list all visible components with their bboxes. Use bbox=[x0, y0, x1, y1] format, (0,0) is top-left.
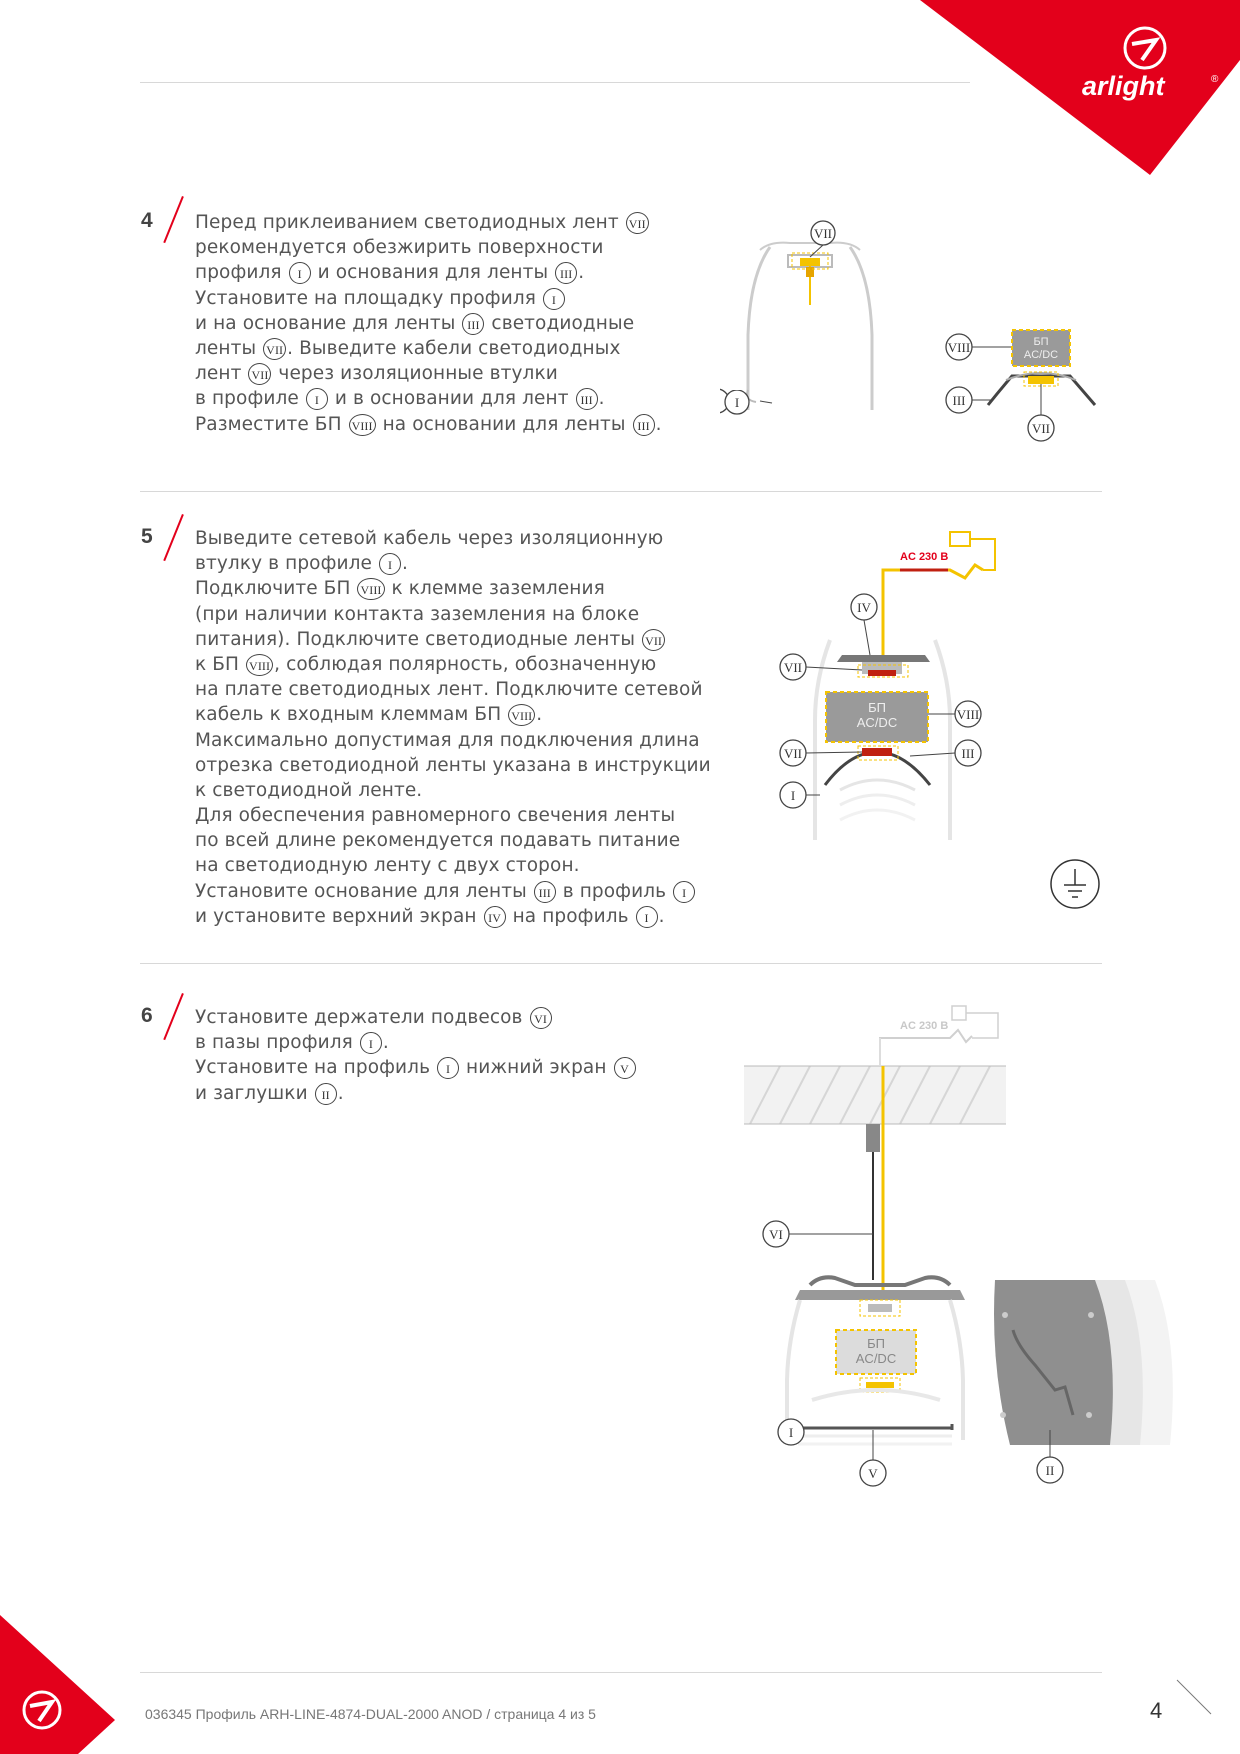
page-corner-line bbox=[1175, 1678, 1215, 1718]
instruction-line: в пазы профиля I . bbox=[195, 1032, 389, 1054]
part-reference-badge: I bbox=[437, 1057, 459, 1079]
brand-logo-text: arlight bbox=[1082, 71, 1165, 101]
footer-divider bbox=[140, 1672, 1102, 1673]
instruction-line: (при наличии контакта заземления на блоке bbox=[195, 603, 640, 625]
instruction-line: и на основание для ленты III светодиодные bbox=[195, 312, 635, 334]
svg-text:AC/DC: AC/DC bbox=[1023, 349, 1059, 361]
svg-text:AC/DC: AC/DC bbox=[855, 1351, 897, 1366]
svg-text:VIII: VIII bbox=[956, 707, 980, 722]
part-reference-badge: VI bbox=[530, 1007, 552, 1029]
instruction-line: Установите на площадку профиля I bbox=[195, 286, 662, 311]
figure-suspension-mount bbox=[740, 1000, 1010, 1500]
part-reference-badge: III bbox=[462, 313, 484, 335]
instruction-line: и заглушки II . bbox=[195, 1082, 344, 1104]
part-reference-badge: I bbox=[636, 906, 658, 928]
part-reference-badge: V bbox=[614, 1057, 636, 1079]
instruction-line: на светодиодную ленту с двух сторон. bbox=[195, 855, 580, 877]
figure-end-caps bbox=[985, 1275, 1195, 1505]
part-reference-badge: IV bbox=[484, 906, 506, 928]
svg-text:III: III bbox=[952, 393, 966, 408]
step-instructions bbox=[195, 1005, 637, 1106]
instruction-line: отрезка светодиодной ленты указана в инструкции bbox=[195, 754, 711, 776]
instruction-line: рекомендуется обезжирить поверхности bbox=[195, 237, 604, 259]
instruction-line: к БП VIII , соблюдая полярность, обозначенную bbox=[195, 653, 657, 675]
instruction-line: Максимально допустимая для подключения длина bbox=[195, 729, 700, 751]
part-reference-badge: III bbox=[555, 262, 577, 284]
header-divider bbox=[140, 82, 970, 83]
instruction-line: питания). Подключите светодиодные ленты VII bbox=[195, 627, 711, 652]
brand-corner bbox=[920, 0, 1240, 180]
instruction-line: Установите основание для ленты III в профиль I bbox=[195, 879, 711, 904]
earth-ground-icon bbox=[1048, 857, 1104, 913]
step-number: 6 bbox=[141, 1004, 153, 1027]
instruction-line: Установите на профиль I нижний экран V bbox=[195, 1055, 637, 1080]
svg-text:VII: VII bbox=[783, 746, 803, 761]
instruction-line: лент VII через изоляционные втулки bbox=[195, 363, 558, 385]
instruction-line: Разместите БП VIII на основании для ленты III . bbox=[195, 413, 662, 435]
figure-base-psu bbox=[940, 320, 1100, 450]
instruction-line: Установите держатели подвесов VI bbox=[195, 1005, 637, 1030]
brand-registered-mark: ® bbox=[1211, 74, 1219, 85]
section-divider bbox=[140, 963, 1102, 964]
instruction-line: к светодиодной ленте. bbox=[195, 779, 423, 801]
svg-text:VI: VI bbox=[769, 1227, 783, 1242]
part-reference-badge: III bbox=[534, 881, 556, 903]
part-reference-badge: I bbox=[360, 1032, 382, 1054]
step-instructions bbox=[195, 210, 662, 437]
svg-text:IV: IV bbox=[857, 600, 871, 615]
part-reference-badge: I bbox=[543, 288, 565, 310]
instruction-line: Выведите сетевой кабель через изоляционную bbox=[195, 528, 664, 549]
svg-text:III: III bbox=[961, 746, 975, 761]
svg-text:V: V bbox=[868, 1466, 878, 1481]
step-slash bbox=[163, 993, 184, 1040]
part-reference-badge: VII bbox=[263, 338, 286, 360]
callout-label bbox=[723, 390, 753, 420]
instruction-line: и установите верхний экран IV на профиль I . bbox=[195, 905, 665, 927]
svg-text:БП: БП bbox=[868, 700, 886, 715]
footer-brand-corner bbox=[0, 1615, 125, 1754]
svg-text:VIII: VIII bbox=[947, 340, 971, 355]
instruction-line: ленты VII . Выведите кабели светодиодных bbox=[195, 337, 621, 359]
step-slash bbox=[163, 196, 184, 243]
svg-text:I: I bbox=[788, 1425, 794, 1440]
instruction-line: Подключите БП VIII к клемме заземления bbox=[195, 578, 605, 600]
part-reference-badge: I bbox=[289, 262, 311, 284]
step-slash bbox=[163, 514, 184, 561]
step-number: 5 bbox=[141, 525, 153, 548]
svg-text:I: I bbox=[734, 395, 740, 410]
part-reference-badge: VIII bbox=[508, 704, 535, 726]
svg-text:AC/DC: AC/DC bbox=[856, 715, 898, 730]
instruction-line: по всей длине рекомендуется подавать питание bbox=[195, 830, 681, 852]
svg-text:II: II bbox=[1045, 1463, 1055, 1478]
part-reference-badge: II bbox=[315, 1083, 337, 1105]
part-reference-badge: III bbox=[633, 414, 655, 436]
ac-label: AC 230 B bbox=[900, 551, 949, 563]
instruction-line: Перед приклеиванием светодиодных лент VII bbox=[195, 210, 662, 235]
instruction-line: в профиле I и в основании для лент III . bbox=[195, 388, 605, 410]
page-number: 4 bbox=[1150, 1698, 1163, 1723]
part-reference-badge: VIII bbox=[349, 414, 376, 436]
svg-text:VII: VII bbox=[783, 660, 803, 675]
instruction-line: профиля I и основания для ленты III . bbox=[195, 262, 585, 284]
svg-text:БП: БП bbox=[867, 1336, 885, 1351]
step-instructions bbox=[195, 526, 711, 929]
part-reference-badge: VIII bbox=[357, 578, 384, 600]
figure-wiring-assembly bbox=[770, 520, 1010, 840]
part-reference-badge: I bbox=[673, 881, 695, 903]
part-reference-badge: VII bbox=[642, 629, 665, 651]
instruction-line: кабель к входным клеммам БП VIII . bbox=[195, 704, 543, 726]
part-reference-badge: VII bbox=[248, 363, 271, 385]
svg-text:VII: VII bbox=[1031, 421, 1051, 436]
instruction-line: на плате светодиодных лент. Подключите сетевой bbox=[195, 679, 703, 701]
part-reference-badge: III bbox=[576, 388, 598, 410]
svg-text:I: I bbox=[790, 788, 796, 803]
document-footer-text: 036345 Профиль ARH-LINE-4874-DUAL-2000 ANOD / страница 4 из 5 bbox=[145, 1706, 596, 1722]
svg-text:БП: БП bbox=[1033, 336, 1049, 348]
svg-text:AC 230 B: AC 230 B bbox=[900, 1020, 949, 1032]
figure-profile-section bbox=[720, 215, 900, 415]
part-reference-badge: VII bbox=[626, 212, 649, 234]
section-divider bbox=[140, 491, 1102, 492]
svg-text:VII: VII bbox=[813, 226, 833, 241]
instruction-line: Для обеспечения равномерного свечения ленты bbox=[195, 805, 676, 827]
instruction-line: втулку в профиле I . bbox=[195, 553, 409, 575]
step-number: 4 bbox=[141, 209, 153, 232]
part-reference-badge: VIII bbox=[246, 654, 273, 676]
part-reference-badge: I bbox=[379, 553, 401, 575]
part-reference-badge: I bbox=[306, 388, 328, 410]
